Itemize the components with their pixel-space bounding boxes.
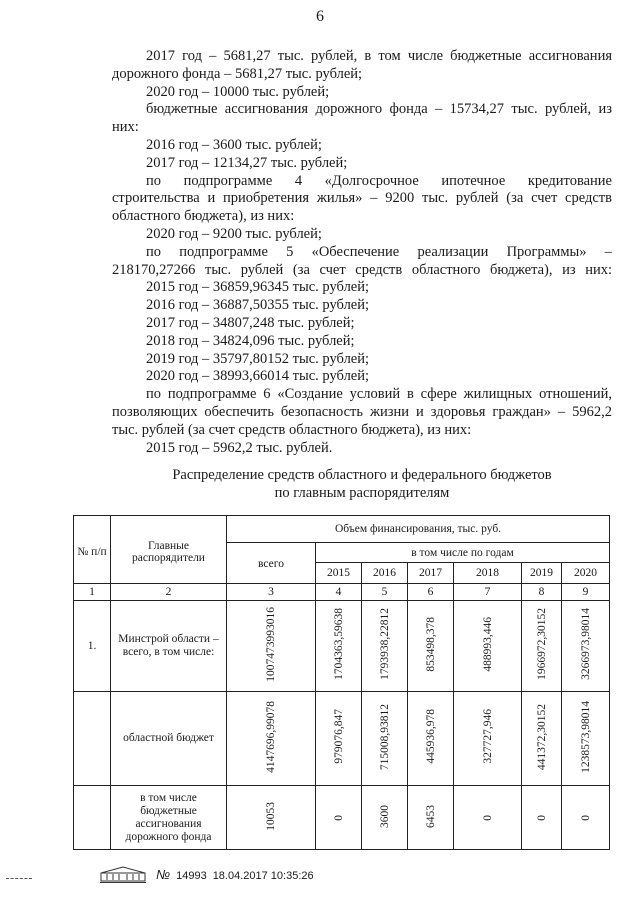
column-number: 2 xyxy=(111,584,227,601)
text-line: позволяющих обеспечить безопасность жизни и здоровья граждан» – 5962,2 xyxy=(112,403,612,420)
header-funding: Объем финансирования, тыс. руб. xyxy=(227,516,610,543)
cell-value: 979076,847 xyxy=(332,709,345,765)
text-line: 2020 год – 38993,66014 тыс. рублей; xyxy=(146,368,370,385)
row-num: 1. xyxy=(74,601,111,691)
header-managers: Главные распорядители xyxy=(111,516,227,584)
text-line: них: xyxy=(112,119,139,136)
section-title-line: Распределение средств областного и федерального бюджетов xyxy=(172,467,552,483)
table-row xyxy=(74,786,610,850)
section-title-line: по главным распорядителям xyxy=(274,485,450,501)
column-number: 1 xyxy=(74,584,111,601)
number-symbol: № xyxy=(156,867,171,882)
header-year: 2017 xyxy=(408,562,454,583)
document-footer xyxy=(100,866,314,883)
text-line: 2019 год – 35797,80152 тыс. рублей; xyxy=(146,350,370,367)
cell-value: 327727,946 xyxy=(481,709,494,765)
text-line: по подпрограмме 5 «Обеспечение реализации Программы» – xyxy=(146,243,612,260)
margin-mark xyxy=(6,878,32,880)
table-row xyxy=(74,601,610,691)
funding-table xyxy=(73,515,610,850)
text-line: 2015 год – 36859,96345 тыс. рублей; xyxy=(146,279,370,296)
row-name: Минстрой области – всего, в том числе: xyxy=(111,601,227,691)
text-line: 2020 год – 9200 тыс. рублей; xyxy=(146,225,322,242)
cell-value: 4147696,99078 xyxy=(265,700,277,773)
cell-value: 3266973,98014 xyxy=(579,608,592,681)
column-number: 7 xyxy=(454,584,522,601)
cell-value: 6453 xyxy=(424,804,437,828)
cell-value: 0 xyxy=(579,814,592,821)
building-logo-icon xyxy=(100,866,146,883)
section-title xyxy=(112,466,612,502)
text-line: строительства и приобретения жилья» – 9200 тыс. рублей (за счет средств xyxy=(112,190,612,207)
text-line: 2016 год – 36887,50355 тыс. рублей; xyxy=(146,297,370,314)
header-year: 2018 xyxy=(454,562,522,583)
cell-value: 1966972,30152 xyxy=(535,608,548,681)
header-by-years: в том числе по годам xyxy=(316,543,610,562)
text-line: по подпрограмме 6 «Создание условий в сфере жилищных отношений, xyxy=(146,386,612,403)
cell-value: 441372,30152 xyxy=(535,703,548,770)
header-year: 2015 xyxy=(316,562,362,583)
header-total: всего xyxy=(227,543,316,584)
text-line: бюджетные ассигнования дорожного фонда – 15734,27 тыс. рублей, из xyxy=(146,101,612,118)
cell-value: 10053 xyxy=(265,801,277,831)
cell-value: 1704363,59638 xyxy=(332,608,345,681)
header-year: 2020 xyxy=(562,562,610,583)
text-line: тыс. рублей (за счет средств областного бюджета), из них: xyxy=(112,421,472,438)
text-line: 2015 год – 5962,2 тыс. рублей. xyxy=(146,439,333,456)
text-line: 2018 год – 34824,096 тыс. рублей; xyxy=(146,332,355,349)
registration-number: 14993 xyxy=(176,870,207,882)
text-line: 2017 год – 5681,27 тыс. рублей, в том числе бюджетные ассигнования xyxy=(146,48,612,64)
column-number: 6 xyxy=(408,584,454,601)
cell-value: 0 xyxy=(535,814,548,821)
header-year: 2016 xyxy=(362,562,408,583)
cell-value: 0 xyxy=(481,814,494,821)
cell-value: 488993,446 xyxy=(481,617,494,672)
row-name: в том числе бюджетные ассигнования дорожного фонда xyxy=(111,786,227,850)
cell-value: 0 xyxy=(332,814,345,821)
row-name: областной бюджет xyxy=(111,691,227,785)
registration-datetime: 18.04.2017 10:35:26 xyxy=(212,870,314,882)
row-num xyxy=(74,691,111,785)
page-number: 6 xyxy=(316,8,324,25)
text-line: 2020 год – 10000 тыс. рублей; xyxy=(146,83,330,100)
table-row xyxy=(74,691,610,785)
cell-value: 715008,93812 xyxy=(378,703,391,770)
text-line: 2017 год – 12134,27 тыс. рублей; xyxy=(146,154,348,171)
body-text xyxy=(112,48,612,457)
cell-value: 445936,978 xyxy=(424,709,437,765)
text-line: 2016 год – 3600 тыс. рублей; xyxy=(146,136,322,153)
text-line: 2017 год – 34807,248 тыс. рублей; xyxy=(146,314,355,331)
column-number: 5 xyxy=(362,584,408,601)
document-registration xyxy=(156,867,314,882)
column-number: 3 xyxy=(227,584,316,601)
cell-value: 853498,378 xyxy=(424,617,437,672)
header-year: 2019 xyxy=(522,562,562,583)
cell-value: 1007473993016 xyxy=(265,607,277,682)
cell-value: 1793938,22812 xyxy=(378,608,391,681)
header-num: № п/п xyxy=(74,516,111,584)
cell-value: 3600 xyxy=(378,804,391,828)
column-number: 9 xyxy=(562,584,610,601)
text-line: областного бюджета), из них: xyxy=(112,208,295,225)
text-line: дорожного фонда – 5681,27 тыс. рублей; xyxy=(112,65,363,82)
row-num xyxy=(74,786,111,850)
cell-value: 1238573,98014 xyxy=(579,700,592,773)
text-line: по подпрограмме 4 «Долгосрочное ипотечное кредитование xyxy=(146,172,612,189)
column-number: 4 xyxy=(316,584,362,601)
text-line: 218170,27266 тыс. рублей (за счет средств областного бюджета), из них: xyxy=(112,261,612,278)
column-number: 8 xyxy=(522,584,562,601)
